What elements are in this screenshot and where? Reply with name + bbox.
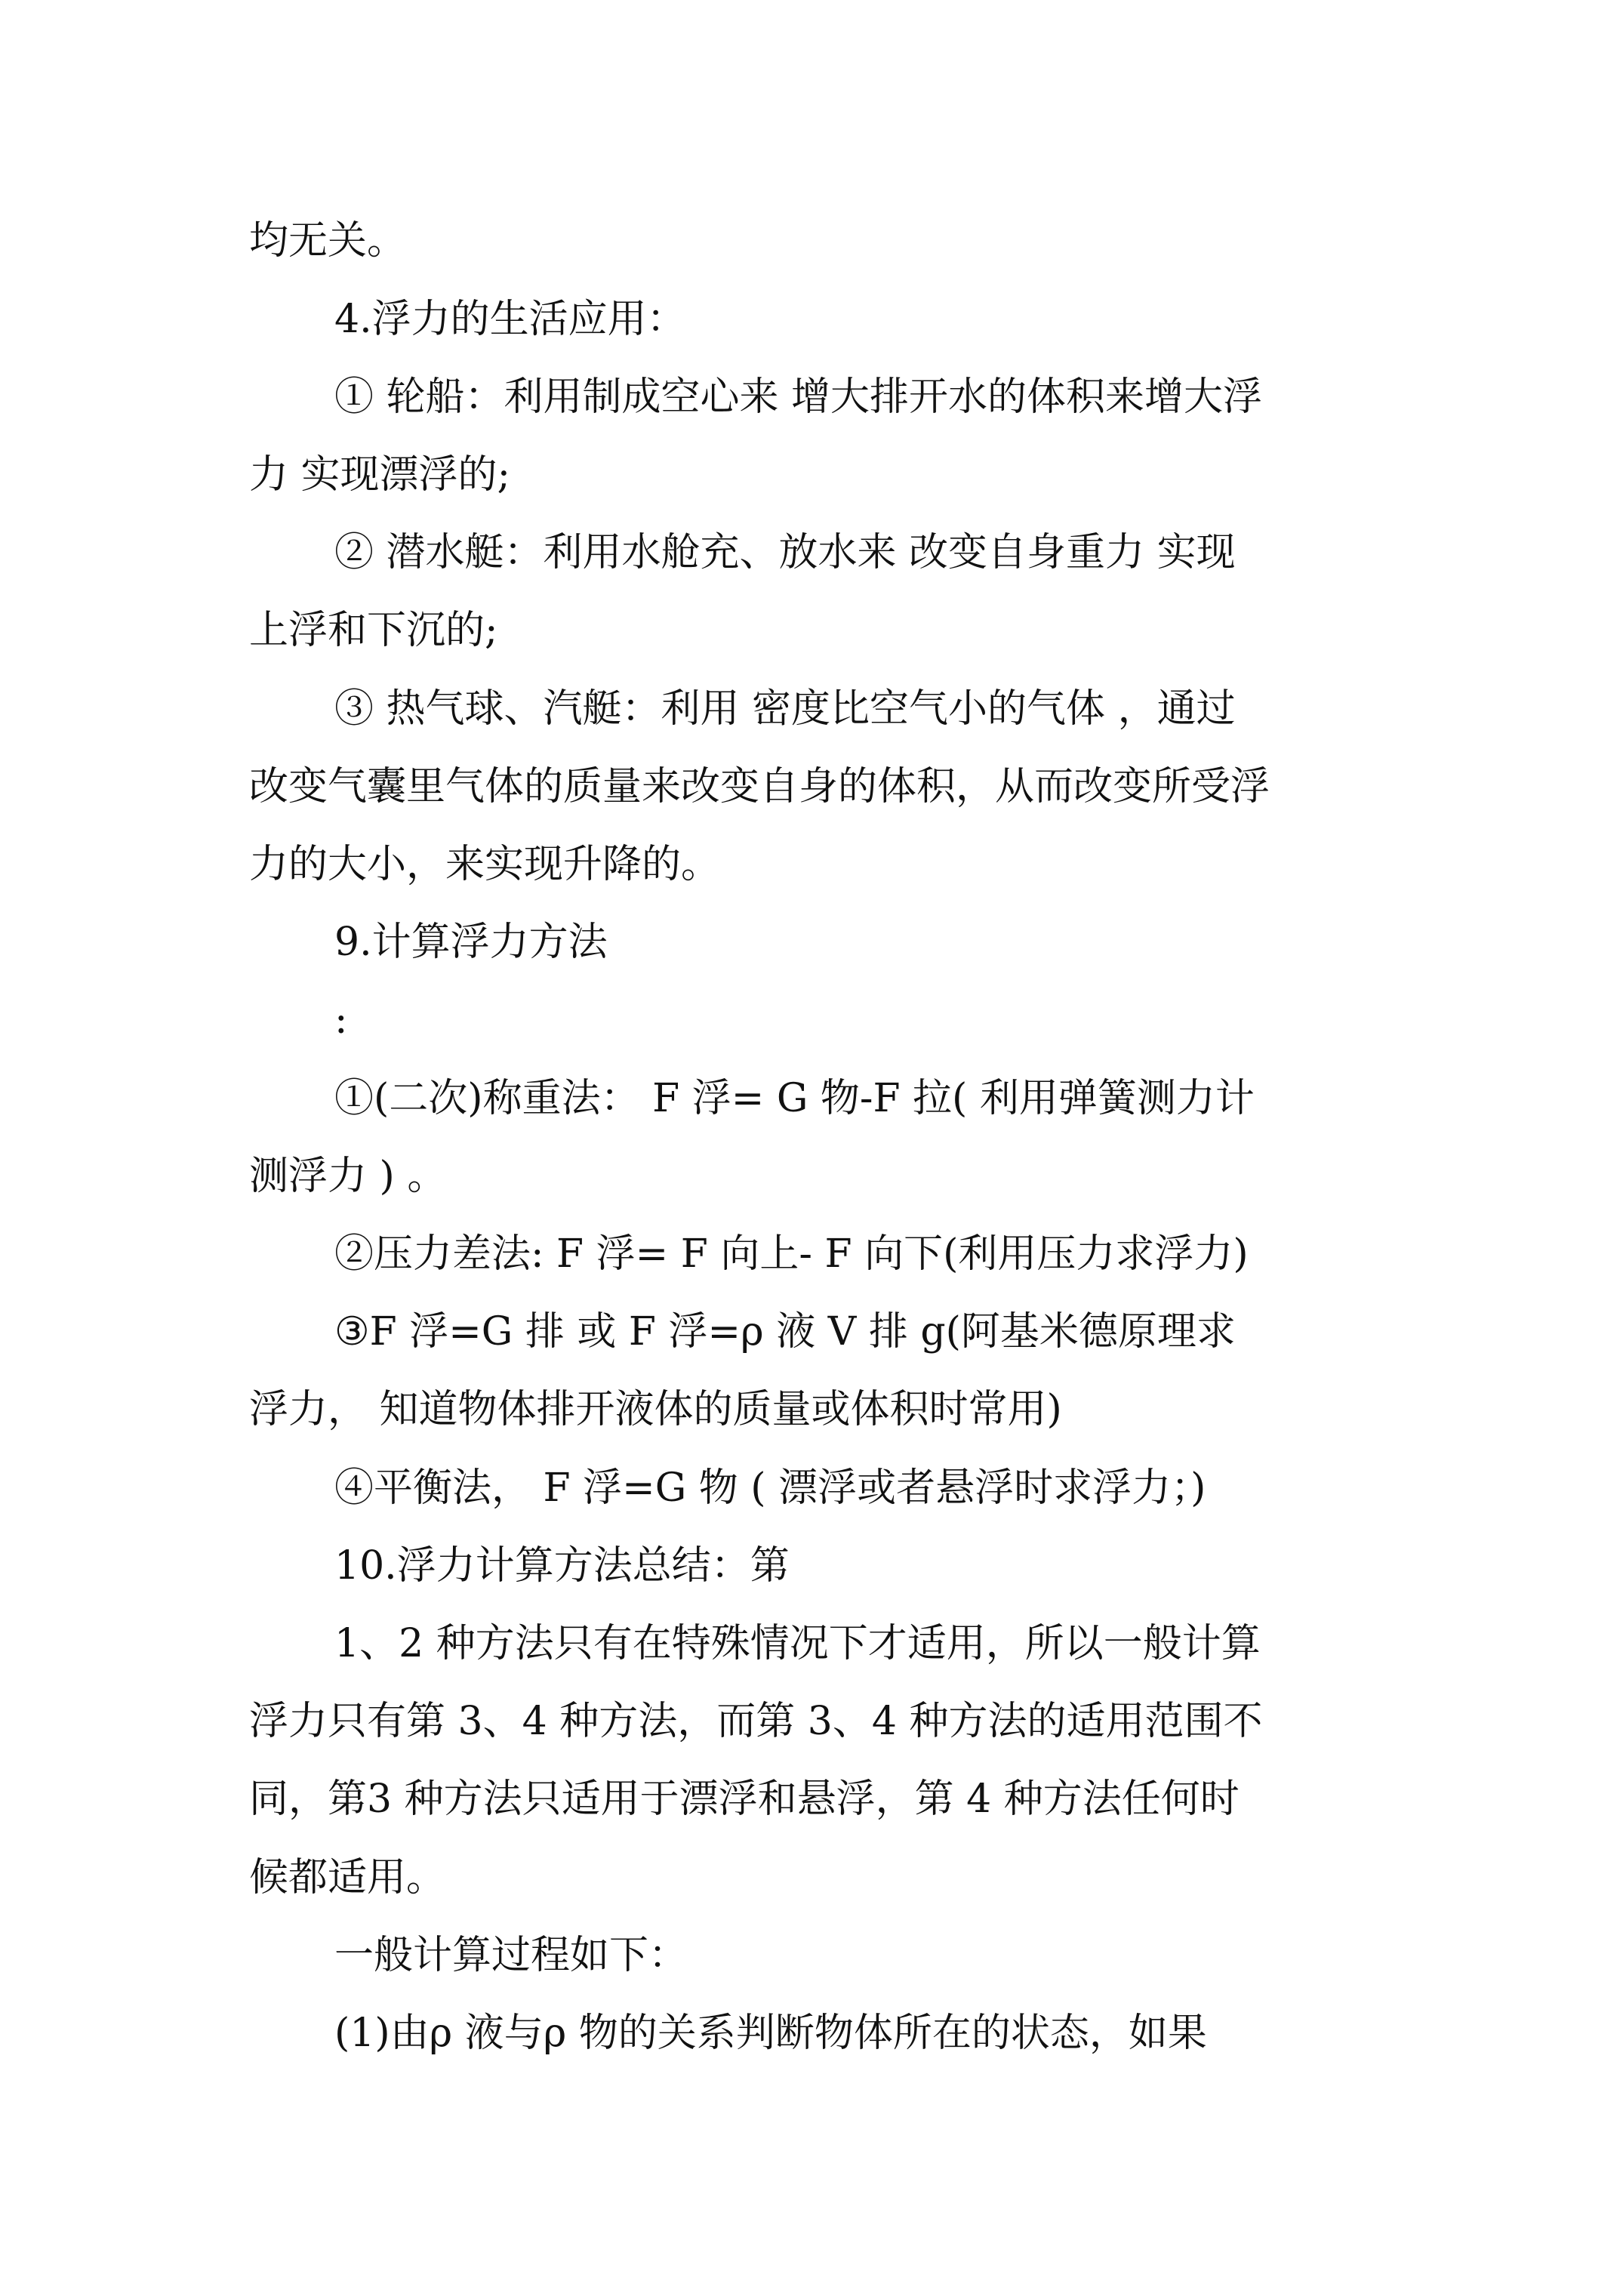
text-line: 上浮和下沉的; <box>249 608 498 653</box>
text-line: ② 潜水艇：利用水舱充、放水来 改变自身重力 实现 <box>334 530 1236 575</box>
text-line: (1)由ρ 液与ρ 物的关系判断物体所在的状态，如果 <box>334 2011 1207 2056</box>
text-line: ③F 浮=G 排 或 F 浮=ρ 液 V 排 g(阿基米德原理求 <box>334 1309 1236 1354</box>
text-line: 力的大小，来实现升降的。 <box>249 842 721 887</box>
text-line: ②压力差法: F 浮= F 向上- F 向下(利用压力求浮力) <box>334 1231 1249 1277</box>
text-line: ③ 热气球、汽艇：利用 密度比空气小的气体 ，通过 <box>334 686 1236 732</box>
text-line: 力 实现漂浮的; <box>249 452 511 498</box>
text-line: 均无关。 <box>249 218 407 264</box>
text-line: 同，第3 种方法只适用于漂浮和悬浮，第 4 种方法任何时 <box>249 1777 1240 1822</box>
text-line: 4.浮力的生活应用： <box>334 297 686 342</box>
text-line: 10.浮力计算方法总结：第 <box>334 1543 790 1589</box>
text-line: ① 轮船：利用制成空心来 增大排开水的体积来增大浮 <box>334 374 1263 420</box>
text-line: 9.计算浮力方法 <box>334 920 608 965</box>
text-line: 1、2 种方法只有在特殊情况下才适用，所以一般计算 <box>334 1621 1261 1666</box>
text-line: 候都适用。 <box>249 1855 446 1900</box>
text-line: ④平衡法， F 浮=G 物 ( 漂浮或者悬浮时求浮力；) <box>334 1465 1206 1511</box>
text-line: : <box>334 997 348 1043</box>
text-line: 一般计算过程如下： <box>334 1933 688 1978</box>
text-line: 浮力只有第 3、4 种方法，而第 3、4 种方法的适用范围不 <box>249 1699 1263 1744</box>
text-line: 浮力， 知道物体排开液体的质量或体积时常用) <box>249 1387 1062 1432</box>
text-line: 测浮力 ) 。 <box>249 1154 447 1199</box>
text-line: ①(二次)称重法： F 浮= G 物-F 拉( 利用弹簧测力计 <box>334 1076 1255 1121</box>
text-line: 改变气囊里气体的质量来改变自身的体积，从而改变所受浮 <box>249 764 1270 809</box>
